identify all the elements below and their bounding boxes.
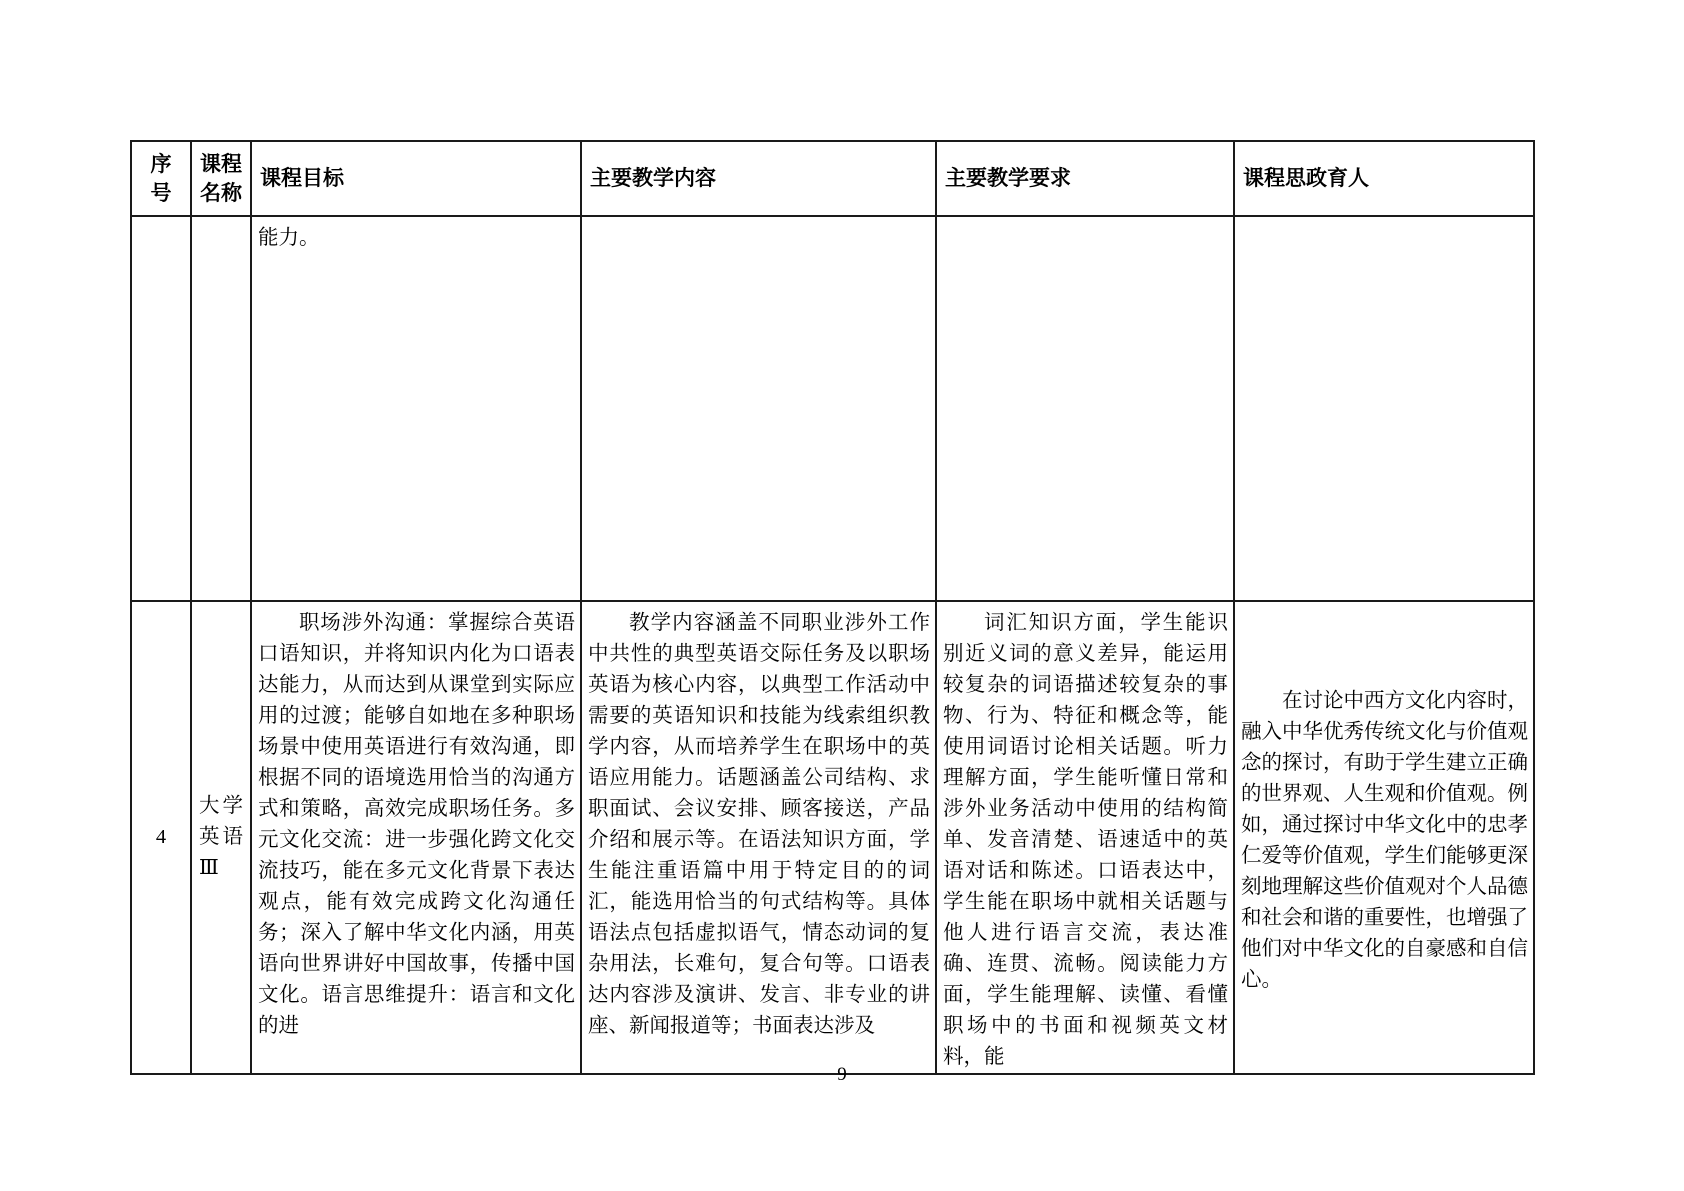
ideology-education-cell: 在讨论中西方文化内容时，融入中华优秀传统文化与价值观念的探讨，有助于学生建立正确的世界观、人生观和价值观。例如，通过探讨中华文化中的忠孝仁爱等价值观，学生们能够更深刻地理解这些价值观对个人品德和社会和谐的重要性，也增强了他们对中华文化的自豪感和自信心。 — [1234, 601, 1534, 1074]
page-number: 9 — [837, 1064, 847, 1085]
continuation-row — [131, 216, 1534, 601]
course-plan-table — [130, 140, 1535, 1075]
cont-requirements-cell-empty — [936, 216, 1234, 601]
seq-no-cell: 4 — [131, 601, 191, 1074]
header-course-name-label: 课程名称 — [200, 152, 242, 205]
course-name-cell — [191, 601, 251, 1074]
course-name-line-2: 英语 — [199, 826, 243, 848]
header-course-name — [191, 141, 251, 216]
cont-objectives-cell: 能力。 — [251, 216, 581, 601]
header-seq-no — [131, 141, 191, 216]
header-row — [131, 141, 1534, 216]
course-name-line-1: 大学 — [199, 795, 243, 817]
header-teaching-requirements: 主要教学要求 — [936, 141, 1234, 216]
teaching-requirements-cell: 词汇知识方面，学生能识别近义词的意义差异，能运用较复杂的词语描述较复杂的事物、行为、特征和概念等，能使用词语讨论相关话题。听力理解方面，学生能听懂日常和涉外业务活动中使用的结构简单、发音清楚、语速适中的英语对话和陈述。口语表达中，学生能在职场中就相关话题与他人进行语言交流，表达准确、连贯、流畅。阅读能力方面，学生能理解、读懂、看懂职场中的书面和视频英文材料，能 — [936, 601, 1234, 1074]
header-teaching-content: 主要教学内容 — [581, 141, 936, 216]
course-objectives-cell: 职场涉外沟通：掌握综合英语口语知识，并将知识内化为口语表达能力，从而达到从课堂到实际应用的过渡；能够自如地在多种职场场景中使用英语进行有效沟通，即根据不同的语境选用恰当的沟通方式和策略，高效完成职场任务。多元文化交流：进一步强化跨文化交流技巧，能在多元文化背景下表达观点，能有效完成跨文化沟通任务；深入了解中华文化内涵，用英语向世界讲好中国故事，传播中国文化。语言思维提升：语言和文化的进 — [251, 601, 581, 1074]
cont-seq-cell-empty — [131, 216, 191, 601]
cont-content-cell-empty — [581, 216, 936, 601]
teaching-content-cell: 教学内容涵盖不同职业涉外工作中共性的典型英语交际任务及以职场英语为核心内容，以典型工作活动中需要的英语知识和技能为线索组织教学内容，从而培养学生在职场中的英语应用能力。话题涵盖公司结构、求职面试、会议安排、顾客接送，产品介绍和展示等。在语法知识方面，学生能注重语篇中用于特定目的的词汇，能选用恰当的句式结构等。具体语法点包括虚拟语气，情态动词的复杂用法，长难句，复合句等。口语表达内容涉及演讲、发言、非专业的讲座、新闻报道等；书面表达涉及 — [581, 601, 936, 1074]
header-seq-no-label: 序号 — [150, 152, 172, 205]
course-name-line-3: Ⅲ — [199, 857, 219, 879]
header-course-objectives: 课程目标 — [251, 141, 581, 216]
cont-course-name-cell-empty — [191, 216, 251, 601]
course-row — [131, 601, 1534, 1074]
cont-ideology-cell-empty — [1234, 216, 1534, 601]
header-ideology-education: 课程思政育人 — [1234, 141, 1534, 216]
